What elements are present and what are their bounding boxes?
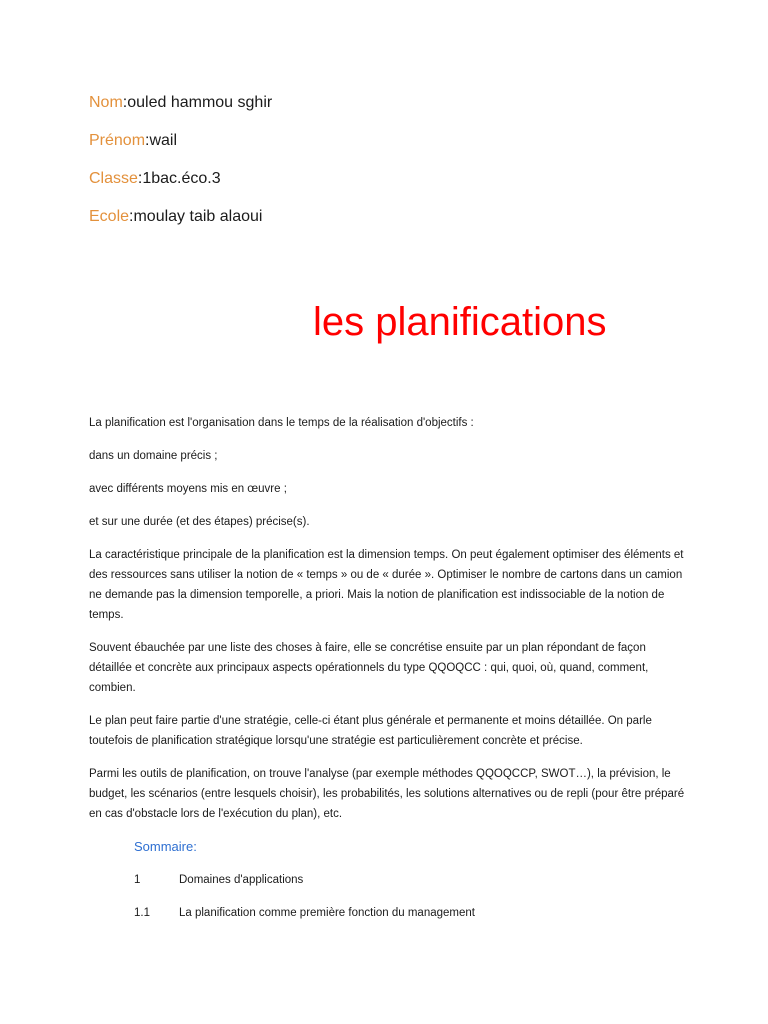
paragraph: Souvent ébauchée par une liste des choses à faire, elle se concrétise ensuite par un plan répondant de façon détaillée et concrète aux principaux aspects opérationnels du type QQOQCC : qui, quoi, où, quand, comment, combien. (89, 642, 649, 694)
document-title: les planifications (313, 300, 607, 344)
info-label: Classe (89, 170, 138, 187)
info-line-prenom (89, 131, 177, 151)
info-value: :ouled hammou sghir (122, 94, 273, 111)
sommaire-item-number: 1 (134, 874, 141, 886)
sommaire-item-number: 1.1 (134, 907, 150, 919)
info-line-nom (89, 93, 272, 113)
sommaire (134, 837, 689, 923)
info-line-ecole (89, 207, 262, 227)
info-value: :1bac.éco.3 (137, 170, 221, 187)
info-label: Nom (89, 94, 123, 111)
paragraph: dans un domaine précis ; (89, 450, 218, 462)
sommaire-item-text: Domaines d'applications (179, 874, 304, 886)
paragraph: La caractéristique principale de la planification est la dimension temps. On peut également optimiser des éléments et des ressources sans utiliser la notion de « temps » ou de « durée ». Optimiser le nombre de cartons dans un camion ne demande pas la dimension temporelle, a priori. Mais la notion de planification est indissociable de la notion de temps. (89, 549, 684, 621)
sommaire-item-text: La planification comme première fonction du management (179, 907, 475, 919)
paragraph: avec différents moyens mis en œuvre ; (89, 483, 287, 495)
sommaire-item (134, 903, 689, 923)
paragraph: La planification est l'organisation dans le temps de la réalisation d'objectifs : (89, 417, 474, 429)
sommaire-heading: Sommaire: (134, 839, 197, 854)
paragraph: et sur une durée (et des étapes) précise(s). (89, 516, 310, 528)
info-label: Prénom (89, 132, 146, 149)
info-value: :moulay taib alaoui (129, 208, 263, 225)
document-body (89, 413, 689, 936)
info-value: :wail (145, 132, 178, 149)
paragraph: Le plan peut faire partie d'une stratégie, celle-ci étant plus générale et permanente et moins détaillée. On parle toutefois de planification stratégique lorsqu'une stratégie est particulièrement concrète et précise. (89, 715, 652, 747)
info-label: Ecole (89, 208, 130, 225)
sommaire-item (134, 870, 689, 890)
paragraph: Parmi les outils de planification, on trouve l'analyse (par exemple méthodes QQOQCCP, SWOT…), la prévision, le budget, les scénarios (entre lesquels choisir), les probabilités, les solutions alternatives ou de repli (pour être préparé en cas d'obstacle lors de l'exécution du plan), etc. (89, 768, 685, 820)
info-line-classe (89, 169, 221, 189)
